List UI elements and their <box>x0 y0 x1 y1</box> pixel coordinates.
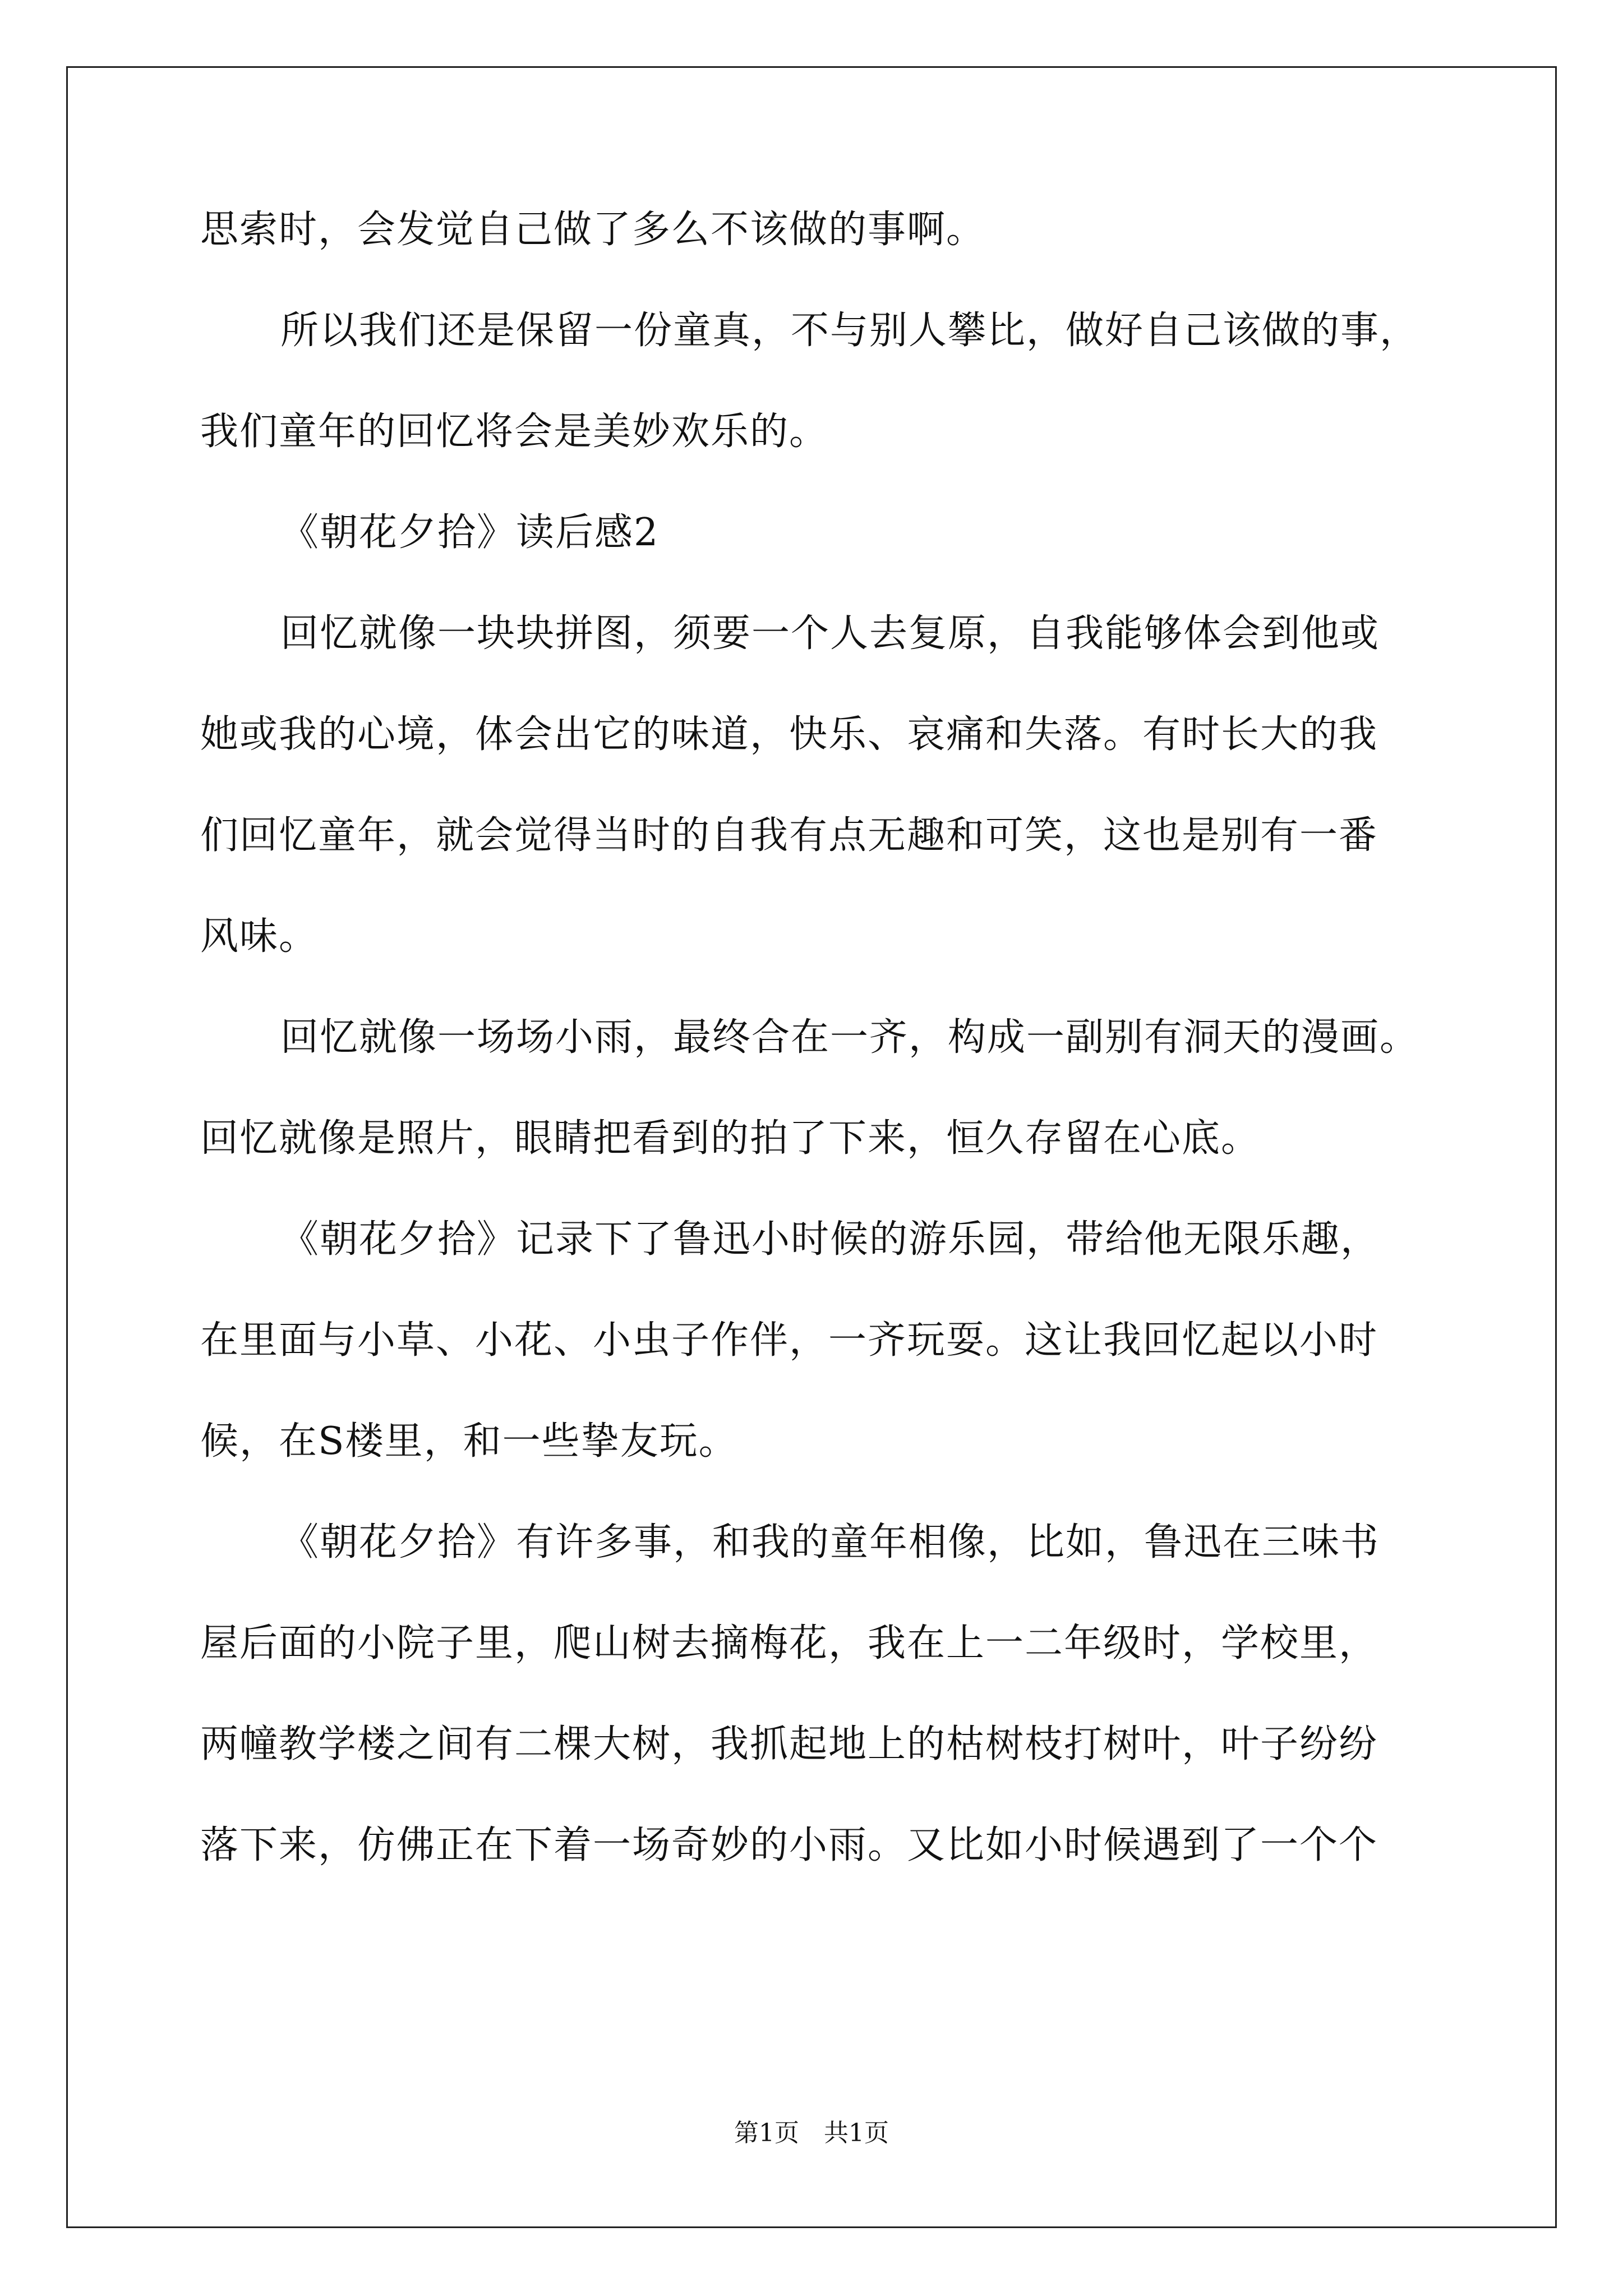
text-line: 我们童年的回忆将会是美妙欢乐的。 <box>200 409 829 454</box>
text-line: 回忆就像是照片，眼睛把看到的拍了下来，恒久存留在心底。 <box>200 1116 1261 1161</box>
text-line: 风味。 <box>200 914 319 959</box>
paragraph-first-line: 《朝花夕拾》有许多事，和我的童年相像，比如，鲁迅在三味书 <box>280 1520 1380 1565</box>
section-heading: 《朝花夕拾》读后感2 <box>280 510 660 555</box>
page-footer: 第1页 共1页 <box>734 2119 889 2147</box>
text-line: 们回忆童年，就会觉得当时的自我有点无趣和可笑，这也是别有一番 <box>200 813 1378 858</box>
text-line: 在里面与小草、小花、小虫子作伴，一齐玩耍。这让我回忆起以小时 <box>200 1318 1378 1363</box>
text-line: 落下来，仿佛正在下着一场奇妙的小雨。又比如小时候遇到了一个个 <box>200 1823 1378 1867</box>
paragraph-first-line: 《朝花夕拾》记录下了鲁迅小时候的游乐园，带给他无限乐趣， <box>280 1217 1380 1262</box>
paragraph-first-line: 回忆就像一场场小雨，最终合在一齐，构成一副别有洞天的漫画。 <box>280 1015 1419 1060</box>
text-line: 屋后面的小院子里，爬山树去摘梅花，我在上一二年级时，学校里， <box>200 1621 1378 1665</box>
text-line: 两幢教学楼之间有二棵大树，我抓起地上的枯树枝打树叶，叶子纷纷 <box>200 1722 1378 1766</box>
paragraph-first-line: 所以我们还是保留一份童真，不与别人攀比，做好自己该做的事， <box>280 309 1419 353</box>
text-line: 思索时，会发觉自己做了多么不该做的事啊。 <box>200 208 986 252</box>
text-line: 她或我的心境，体会出它的味道，快乐、哀痛和失落。有时长大的我 <box>200 712 1378 757</box>
paragraph-first-line: 回忆就像一块块拼图，须要一个人去复原，自我能够体会到他或 <box>280 611 1380 656</box>
text-line: 候，在S楼里，和一些挚友玩。 <box>200 1419 738 1464</box>
